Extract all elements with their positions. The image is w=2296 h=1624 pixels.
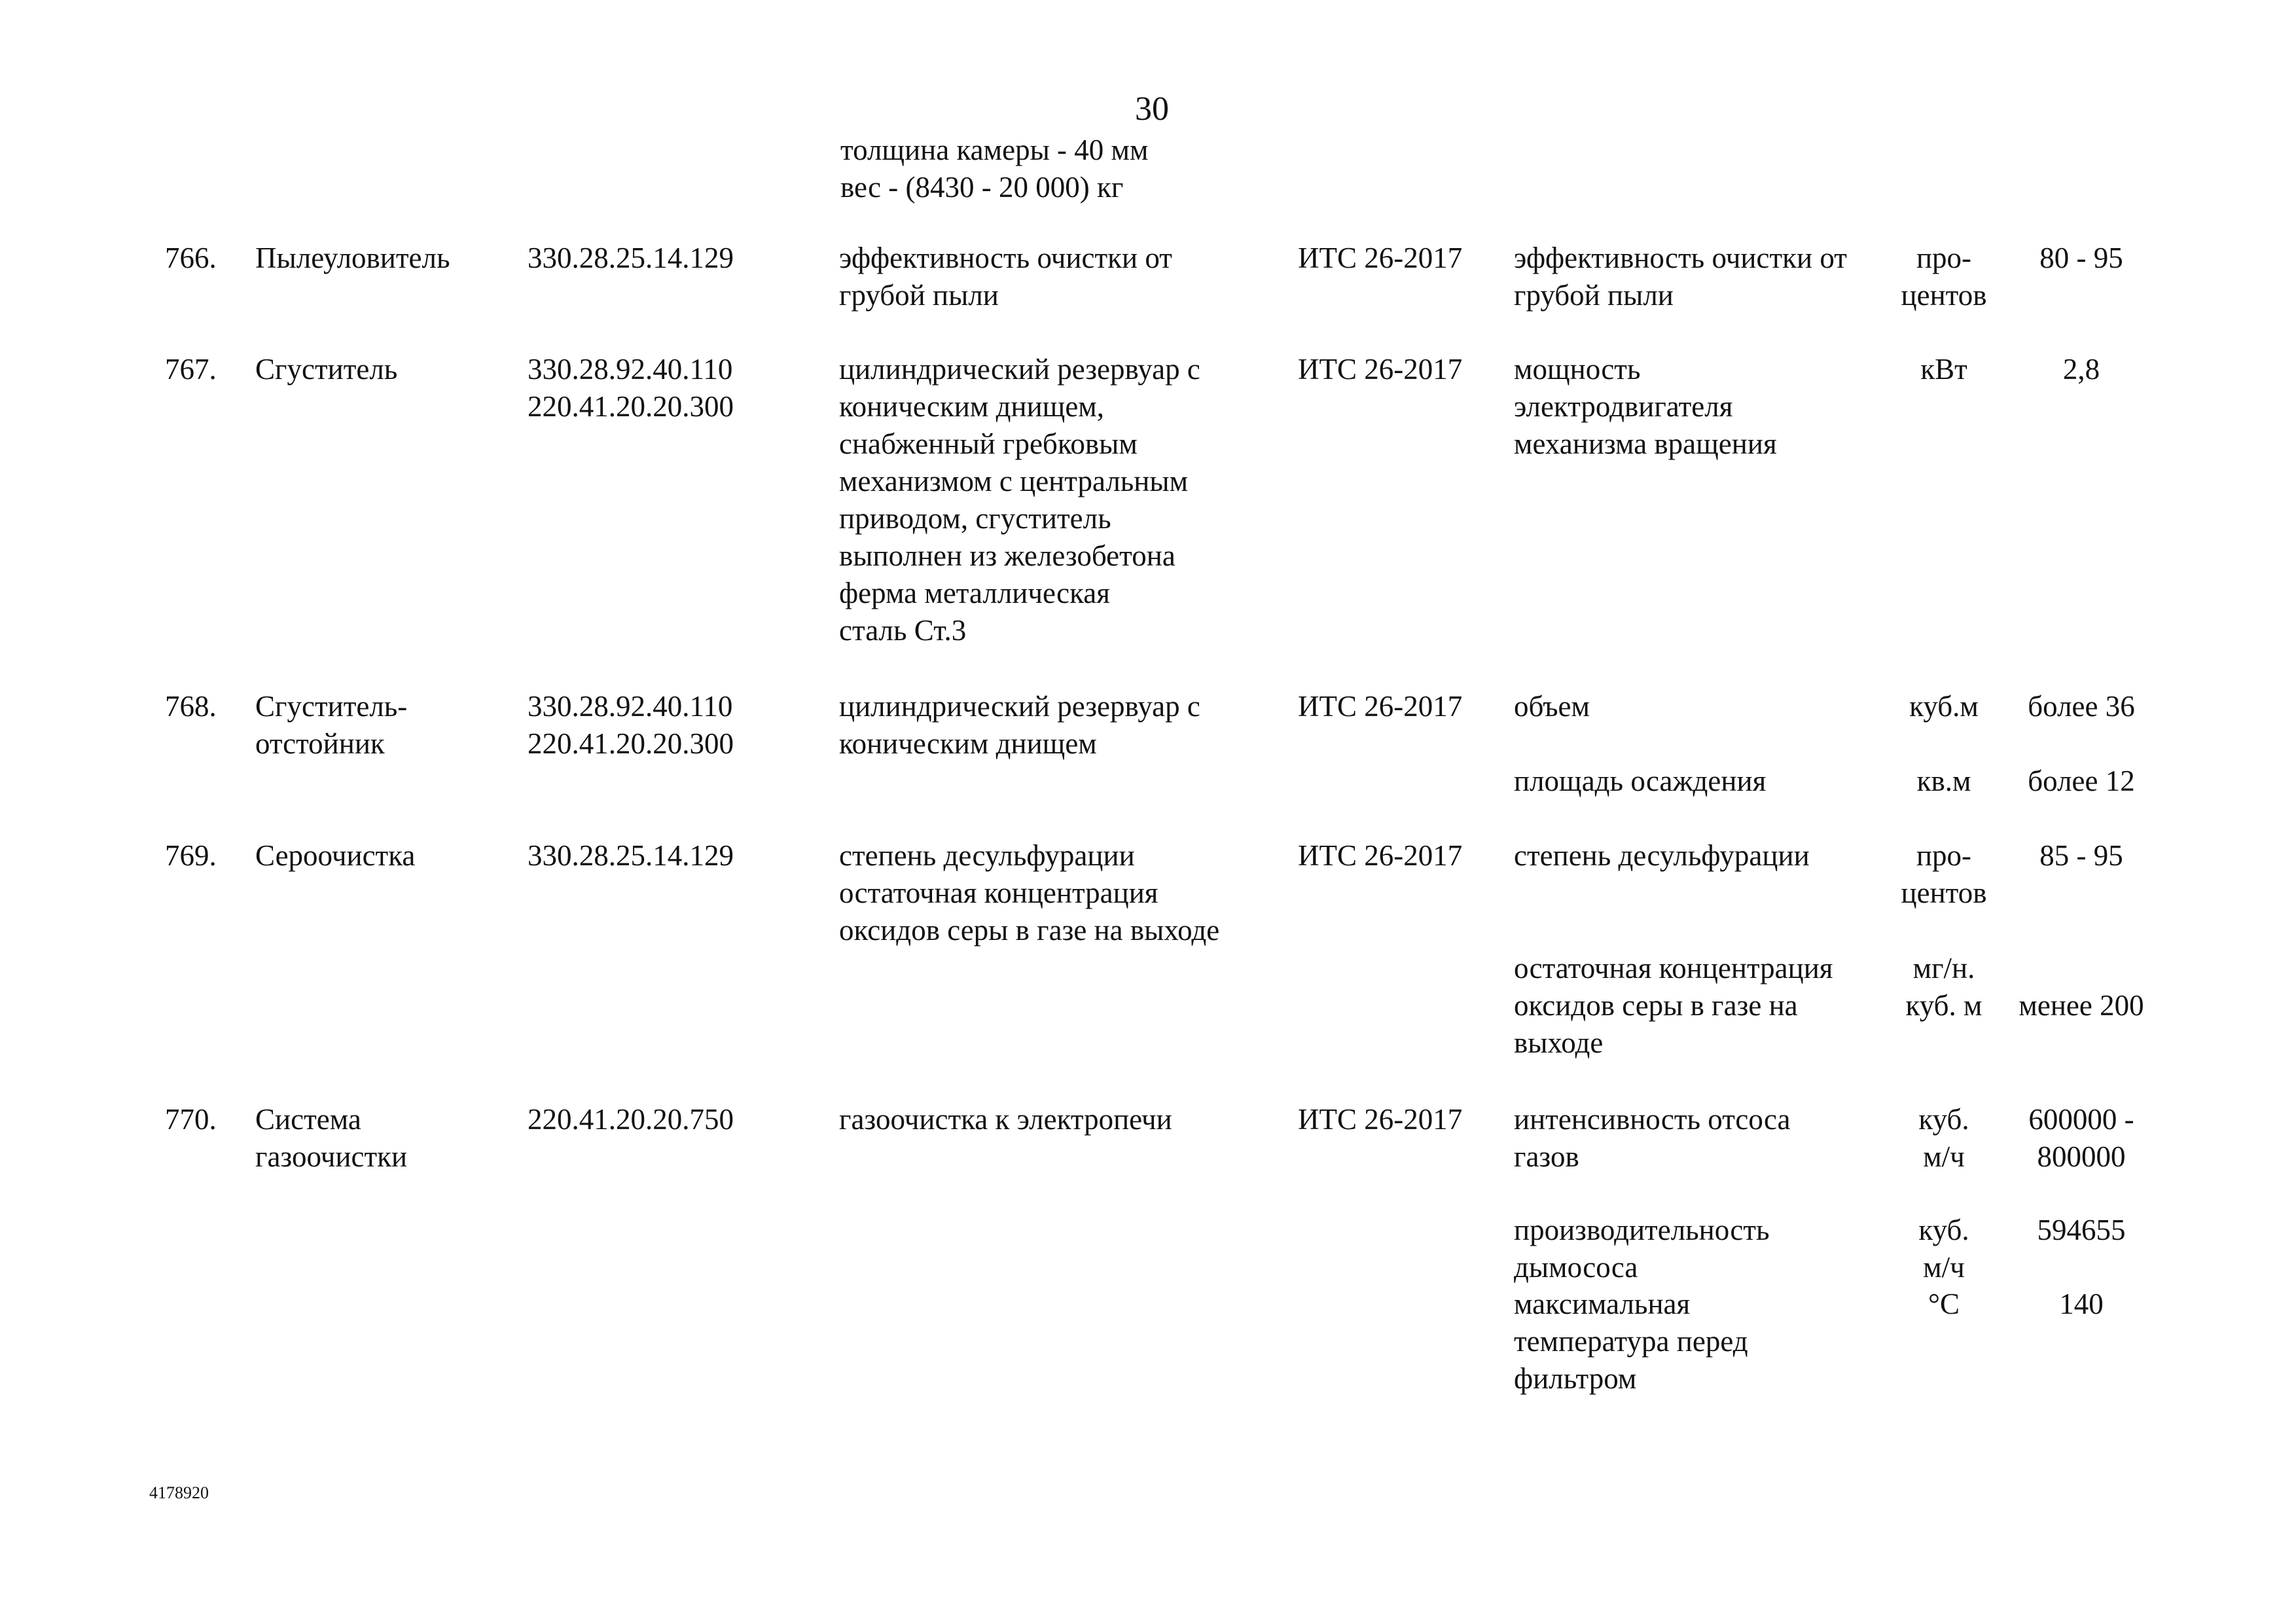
parameter-unit: центов (1901, 279, 1987, 312)
parameter-unit: °С (1928, 1288, 1960, 1320)
parameter-unit: мг/н. (1912, 952, 1975, 984)
parameter-value: менее 200 (2018, 988, 2144, 1022)
standard-reference: ИТС 26-2017 (1298, 839, 1463, 872)
parameter-name: степень десульфурации (1514, 839, 1810, 872)
parameter-name: оксидов серы в газе на (1514, 989, 1798, 1022)
page-number: 30 (1135, 90, 1169, 128)
parameter-unit: м/ч (1923, 1251, 1965, 1284)
parameter-unit: куб. (1918, 1103, 1969, 1136)
okpd-code: 330.28.92.40.110 (528, 690, 733, 723)
equipment-description: коническим днищем, (839, 390, 1105, 423)
parameter-name: температура перед (1514, 1325, 1748, 1358)
equipment-description: степень десульфурации (839, 839, 1135, 872)
parameter-name: фильтром (1514, 1362, 1637, 1395)
equipment-description: оксидов серы в газе на выходе (839, 914, 1220, 947)
equipment-description: газоочистка к электропечи (839, 1103, 1172, 1136)
parameter-name: выходе (1514, 1026, 1604, 1059)
equipment-description: грубой пыли (839, 279, 999, 312)
equipment-description: эффективность очистки от (839, 242, 1172, 274)
okpd-code: 330.28.25.14.129 (528, 839, 734, 872)
equipment-description: коническим днищем (839, 727, 1097, 760)
okpd-code: 330.28.92.40.110 (528, 353, 733, 386)
parameter-unit: кв.м (1916, 765, 1971, 797)
standard-reference: ИТС 26-2017 (1298, 242, 1463, 274)
equipment-description: ферма металлическая (839, 577, 1110, 609)
parameter-unit: м/ч (1923, 1140, 1965, 1173)
parameter-unit: куб. (1918, 1214, 1969, 1246)
parameter-value: 2,8 (2062, 353, 2100, 386)
parameter-unit: кВт (1920, 353, 1967, 386)
parameter-name: мощность (1514, 353, 1641, 386)
standard-reference: ИТС 26-2017 (1298, 690, 1463, 723)
equipment-name: газоочистки (255, 1140, 408, 1173)
parameter-value: 140 (2059, 1288, 2104, 1320)
continuation-line-2: вес - (8430 - 20 000) кг (840, 171, 1124, 204)
parameter-name: газов (1514, 1140, 1579, 1173)
row-number: 769. (165, 839, 217, 872)
standard-reference: ИТС 26-2017 (1298, 353, 1463, 386)
row-number: 770. (165, 1103, 217, 1136)
parameter-unit: центов (1901, 876, 1987, 909)
equipment-name: Система (255, 1103, 361, 1136)
okpd-code: 220.41.20.20.300 (528, 390, 734, 423)
parameter-value: более 12 (2028, 765, 2135, 797)
equipment-name: Сгуститель- (255, 690, 408, 723)
parameter-value: 80 - 95 (2039, 242, 2123, 274)
parameter-unit: куб. м (1905, 989, 1982, 1022)
equipment-description: приводом, сгуститель (839, 502, 1111, 535)
parameter-name: эффективность очистки от (1514, 242, 1847, 274)
parameter-value: 600000 - (2028, 1103, 2134, 1136)
row-number: 766. (165, 242, 217, 274)
equipment-description: цилиндрический резервуар с (839, 690, 1200, 723)
parameter-name: электродвигателя (1514, 390, 1733, 423)
equipment-name: Пылеуловитель (255, 242, 450, 274)
row-number: 768. (165, 690, 217, 723)
equipment-description: остаточная концентрация (839, 876, 1158, 909)
equipment-description: сталь Ст.3 (839, 614, 967, 647)
equipment-description: механизмом с центральным (839, 465, 1189, 497)
parameter-unit: про- (1916, 839, 1972, 872)
equipment-name: Сгуститель (255, 353, 398, 386)
parameter-value: 85 - 95 (2039, 839, 2123, 872)
equipment-description: выполнен из железобетона (839, 539, 1175, 572)
okpd-code: 220.41.20.20.300 (528, 727, 734, 760)
parameter-name: объем (1514, 690, 1590, 723)
continuation-line-1: толщина камеры - 40 мм (840, 134, 1149, 166)
equipment-description: снабженный гребковым (839, 427, 1138, 460)
parameter-value: 800000 (2037, 1140, 2126, 1173)
parameter-value: более 36 (2028, 690, 2135, 723)
parameter-name: остаточная концентрация (1514, 952, 1833, 984)
parameter-name: механизма вращения (1514, 427, 1777, 460)
okpd-code: 330.28.25.14.129 (528, 242, 734, 274)
equipment-description: цилиндрический резервуар с (839, 353, 1200, 386)
parameter-unit: куб.м (1909, 690, 1979, 723)
parameter-name: дымососа (1514, 1251, 1638, 1284)
equipment-name: отстойник (255, 727, 385, 760)
parameter-unit: про- (1916, 242, 1972, 274)
parameter-name: грубой пыли (1514, 279, 1674, 312)
equipment-name: Сероочистка (255, 839, 416, 872)
parameter-name: производительность (1514, 1214, 1770, 1246)
parameter-name: площадь осаждения (1514, 765, 1767, 797)
okpd-code: 220.41.20.20.750 (528, 1103, 734, 1136)
parameter-value: 594655 (2037, 1214, 2126, 1246)
document-id: 4178920 (149, 1483, 209, 1502)
parameter-name: максимальная (1514, 1288, 1691, 1320)
standard-reference: ИТС 26-2017 (1298, 1103, 1463, 1136)
row-number: 767. (165, 353, 217, 386)
parameter-name: интенсивность отсоса (1514, 1103, 1791, 1136)
